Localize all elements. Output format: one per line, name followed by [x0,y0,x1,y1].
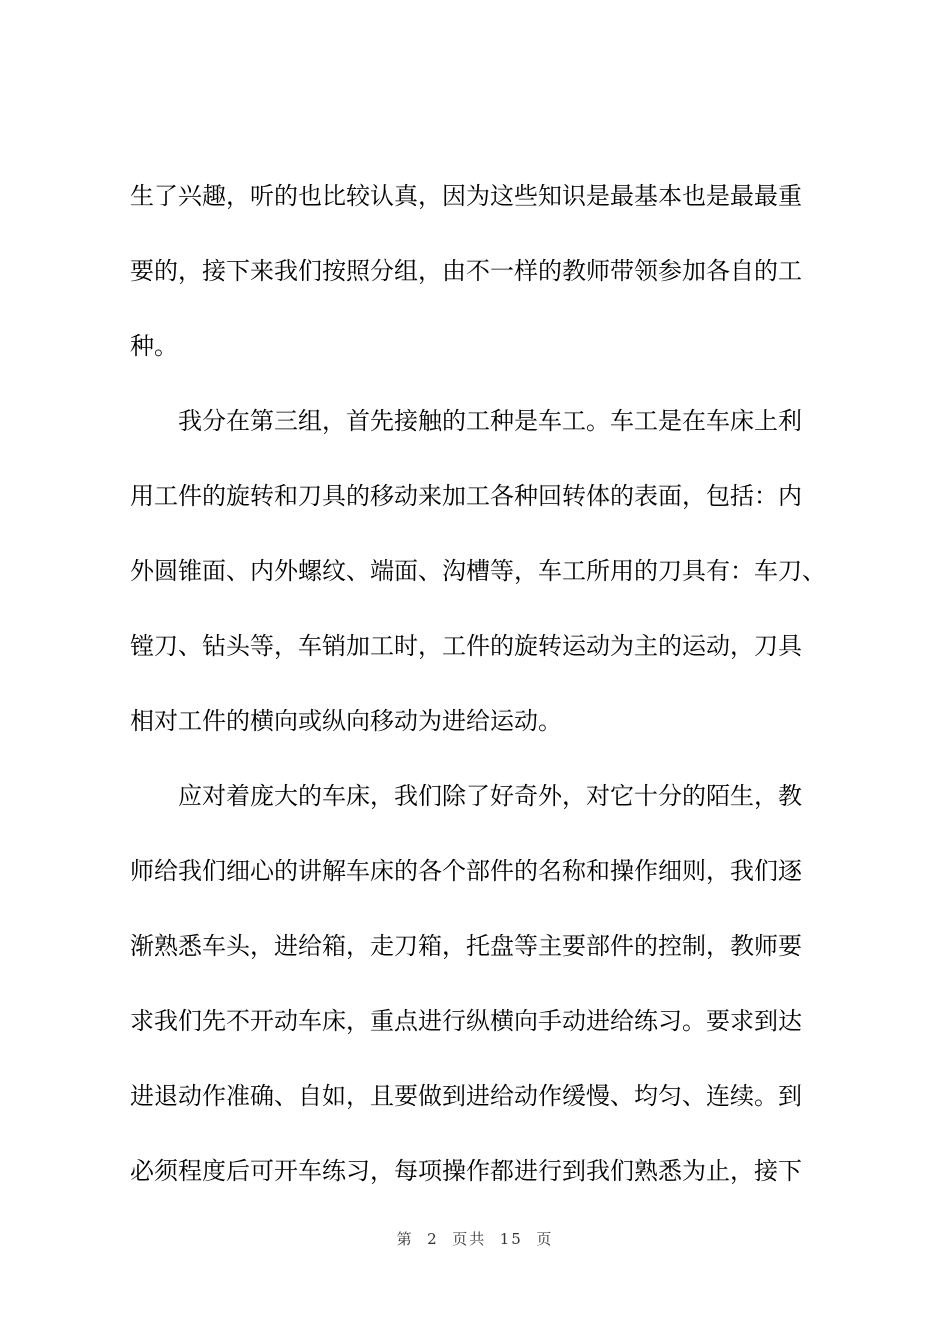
text-line: 必须程度后可开车练习，每项操作都进行到我们熟悉为止，接下 [130,1157,802,1185]
page-number-footer: 第 2 页共 15 页 [396,1230,554,1248]
paragraph-first-line: 我分在第三组，首先接触的工种是车工。车工是在车床上利 [178,407,802,435]
text-line: 进退动作准确、自如，且要做到进给动作缓慢、均匀、连续。到 [130,1082,802,1110]
text-line: 求我们先不开动车床，重点进行纵横向手动进给练习。要求到达 [130,1007,802,1035]
text-line: 镗刀、钻头等，车销加工时，工件的旋转运动为主的运动，刀具 [130,632,802,660]
text-line: 相对工件的横向或纵向移动为进给运动。 [130,707,562,735]
text-line: 要的，接下来我们按照分组，由不一样的教师带领参加各自的工 [130,257,802,285]
text-line: 生了兴趣，听的也比较认真，因为这些知识是最基本也是最最重 [130,182,802,210]
text-line: 渐熟悉车头，进给箱，走刀箱，托盘等主要部件的控制，教师要 [130,932,802,960]
paragraph-first-line: 应对着庞大的车床，我们除了好奇外，对它十分的陌生，教 [178,782,802,810]
text-line: 师给我们细心的讲解车床的各个部件的名称和操作细则，我们逐 [130,857,802,885]
text-line: 用工件的旋转和刀具的移动来加工各种回转体的表面，包括：内 [130,482,802,510]
text-line: 外圆锥面、内外螺纹、端面、沟槽等，车工所用的刀具有：车刀、 [130,557,826,585]
text-line: 种。 [130,332,178,360]
